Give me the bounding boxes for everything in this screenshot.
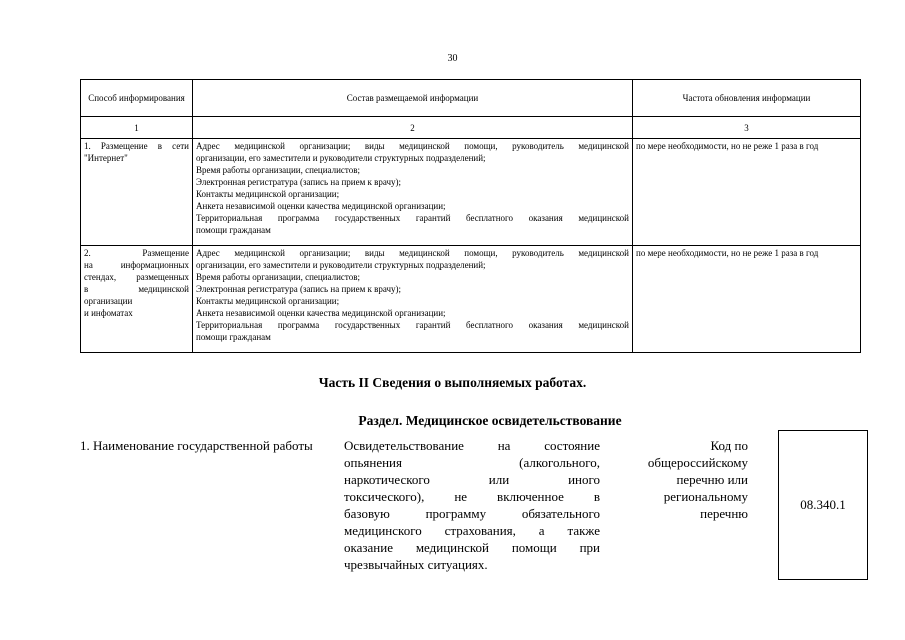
header-method (81, 80, 193, 117)
content-line: Электронная регистратура (запись на прием к врачу); (196, 284, 402, 294)
method-cell (81, 139, 193, 246)
content-line: Территориальная программа государственных гарантий бесплатного оказания медицинской (196, 213, 629, 223)
content-line: Электронная регистратура (запись на прием к врачу); (196, 177, 402, 187)
work-value-line: Освидетельствование на состояние (344, 438, 600, 453)
code-label-line: общероссийскому (647, 455, 748, 470)
frequency-cell: по мере необходимости, но не реже 1 раза в год (633, 139, 861, 246)
work-value-line: наркотического или иного (344, 472, 600, 487)
table-row (81, 246, 861, 353)
code-label (612, 437, 748, 522)
content-line: Контакты медицинской организации; (196, 296, 340, 306)
content-line: Контакты медицинской организации; (196, 189, 340, 199)
column-number-1: 1 (81, 117, 193, 139)
content-line: организации, его заместители и руководители структурных подразделений; (196, 153, 486, 163)
method-line: 1. Размещение в сети (84, 141, 189, 151)
content-line: организации, его заместители и руководители структурных подразделений; (196, 260, 486, 270)
content-line: Анкета независимой оценки качества медицинской организации; (196, 308, 446, 318)
code-label-line: Код по (710, 438, 748, 453)
section-title: Раздел. Медицинское освидетельствование (358, 413, 622, 428)
work-name-label: 1. Наименование государственной работы (80, 438, 313, 453)
method-line: в медицинской (84, 284, 189, 294)
table-header-row (81, 80, 861, 117)
header-frequency-text: Частота обновления информации (682, 92, 811, 103)
content-cell (193, 139, 633, 246)
column-number-3: 3 (633, 117, 861, 139)
method-line: "Интернет" (84, 153, 128, 163)
method-line: и инфоматах (84, 308, 133, 318)
work-value-line: оказание медицинской помощи при (344, 540, 600, 555)
header-method-text: Способ информирования (88, 92, 185, 103)
method-line: на информационных (84, 260, 189, 270)
table-row (81, 139, 861, 246)
content-line: Адрес медицинской организации; виды медицинской помощи, руководитель медицинской (196, 248, 629, 258)
column-number-row (81, 117, 861, 139)
page-number: 30 (447, 53, 458, 64)
content-cell (193, 246, 633, 353)
code-label-line: перечню (700, 506, 748, 521)
method-line: организации (84, 296, 133, 306)
method-line: стендах, размещенных (84, 272, 189, 282)
code-value: 08.340.1 (800, 497, 846, 512)
part-title: Часть II Сведения о выполняемых работах. (318, 375, 587, 390)
frequency-cell: по мере необходимости, но не реже 1 раза в год (633, 246, 861, 353)
code-label-line: региональному (663, 489, 748, 504)
code-box (778, 430, 868, 580)
content-line: помощи гражданам (196, 225, 271, 235)
content-line: Территориальная программа государственных гарантий бесплатного оказания медицинской (196, 320, 629, 330)
content-line: Время работы организации, специалистов; (196, 272, 360, 282)
content-line: Время работы организации, специалистов; (196, 165, 360, 175)
content-line: Адрес медицинской организации; виды медицинской помощи, руководитель медицинской (196, 141, 629, 151)
work-value-line: чрезвычайных ситуациях. (344, 557, 488, 572)
information-table (80, 79, 861, 353)
code-label-line: перечню или (676, 472, 748, 487)
work-value-line: базовую программу обязательного (344, 506, 600, 521)
work-value-line: медицинского страхования, а также (344, 523, 600, 538)
header-frequency (633, 80, 861, 117)
column-number-2: 2 (193, 117, 633, 139)
content-line: Анкета независимой оценки качества медицинской организации; (196, 201, 446, 211)
header-content-text: Состав размещаемой информации (346, 92, 479, 103)
method-cell (81, 246, 193, 353)
header-content (193, 80, 633, 117)
work-value-line: токсического), не включенное в (344, 489, 600, 504)
work-value-line: опьянения (алкогольного, (344, 455, 600, 470)
method-line: 2. Размещение (84, 248, 189, 258)
work-name-value (344, 437, 600, 573)
content-line: помощи гражданам (196, 332, 271, 342)
